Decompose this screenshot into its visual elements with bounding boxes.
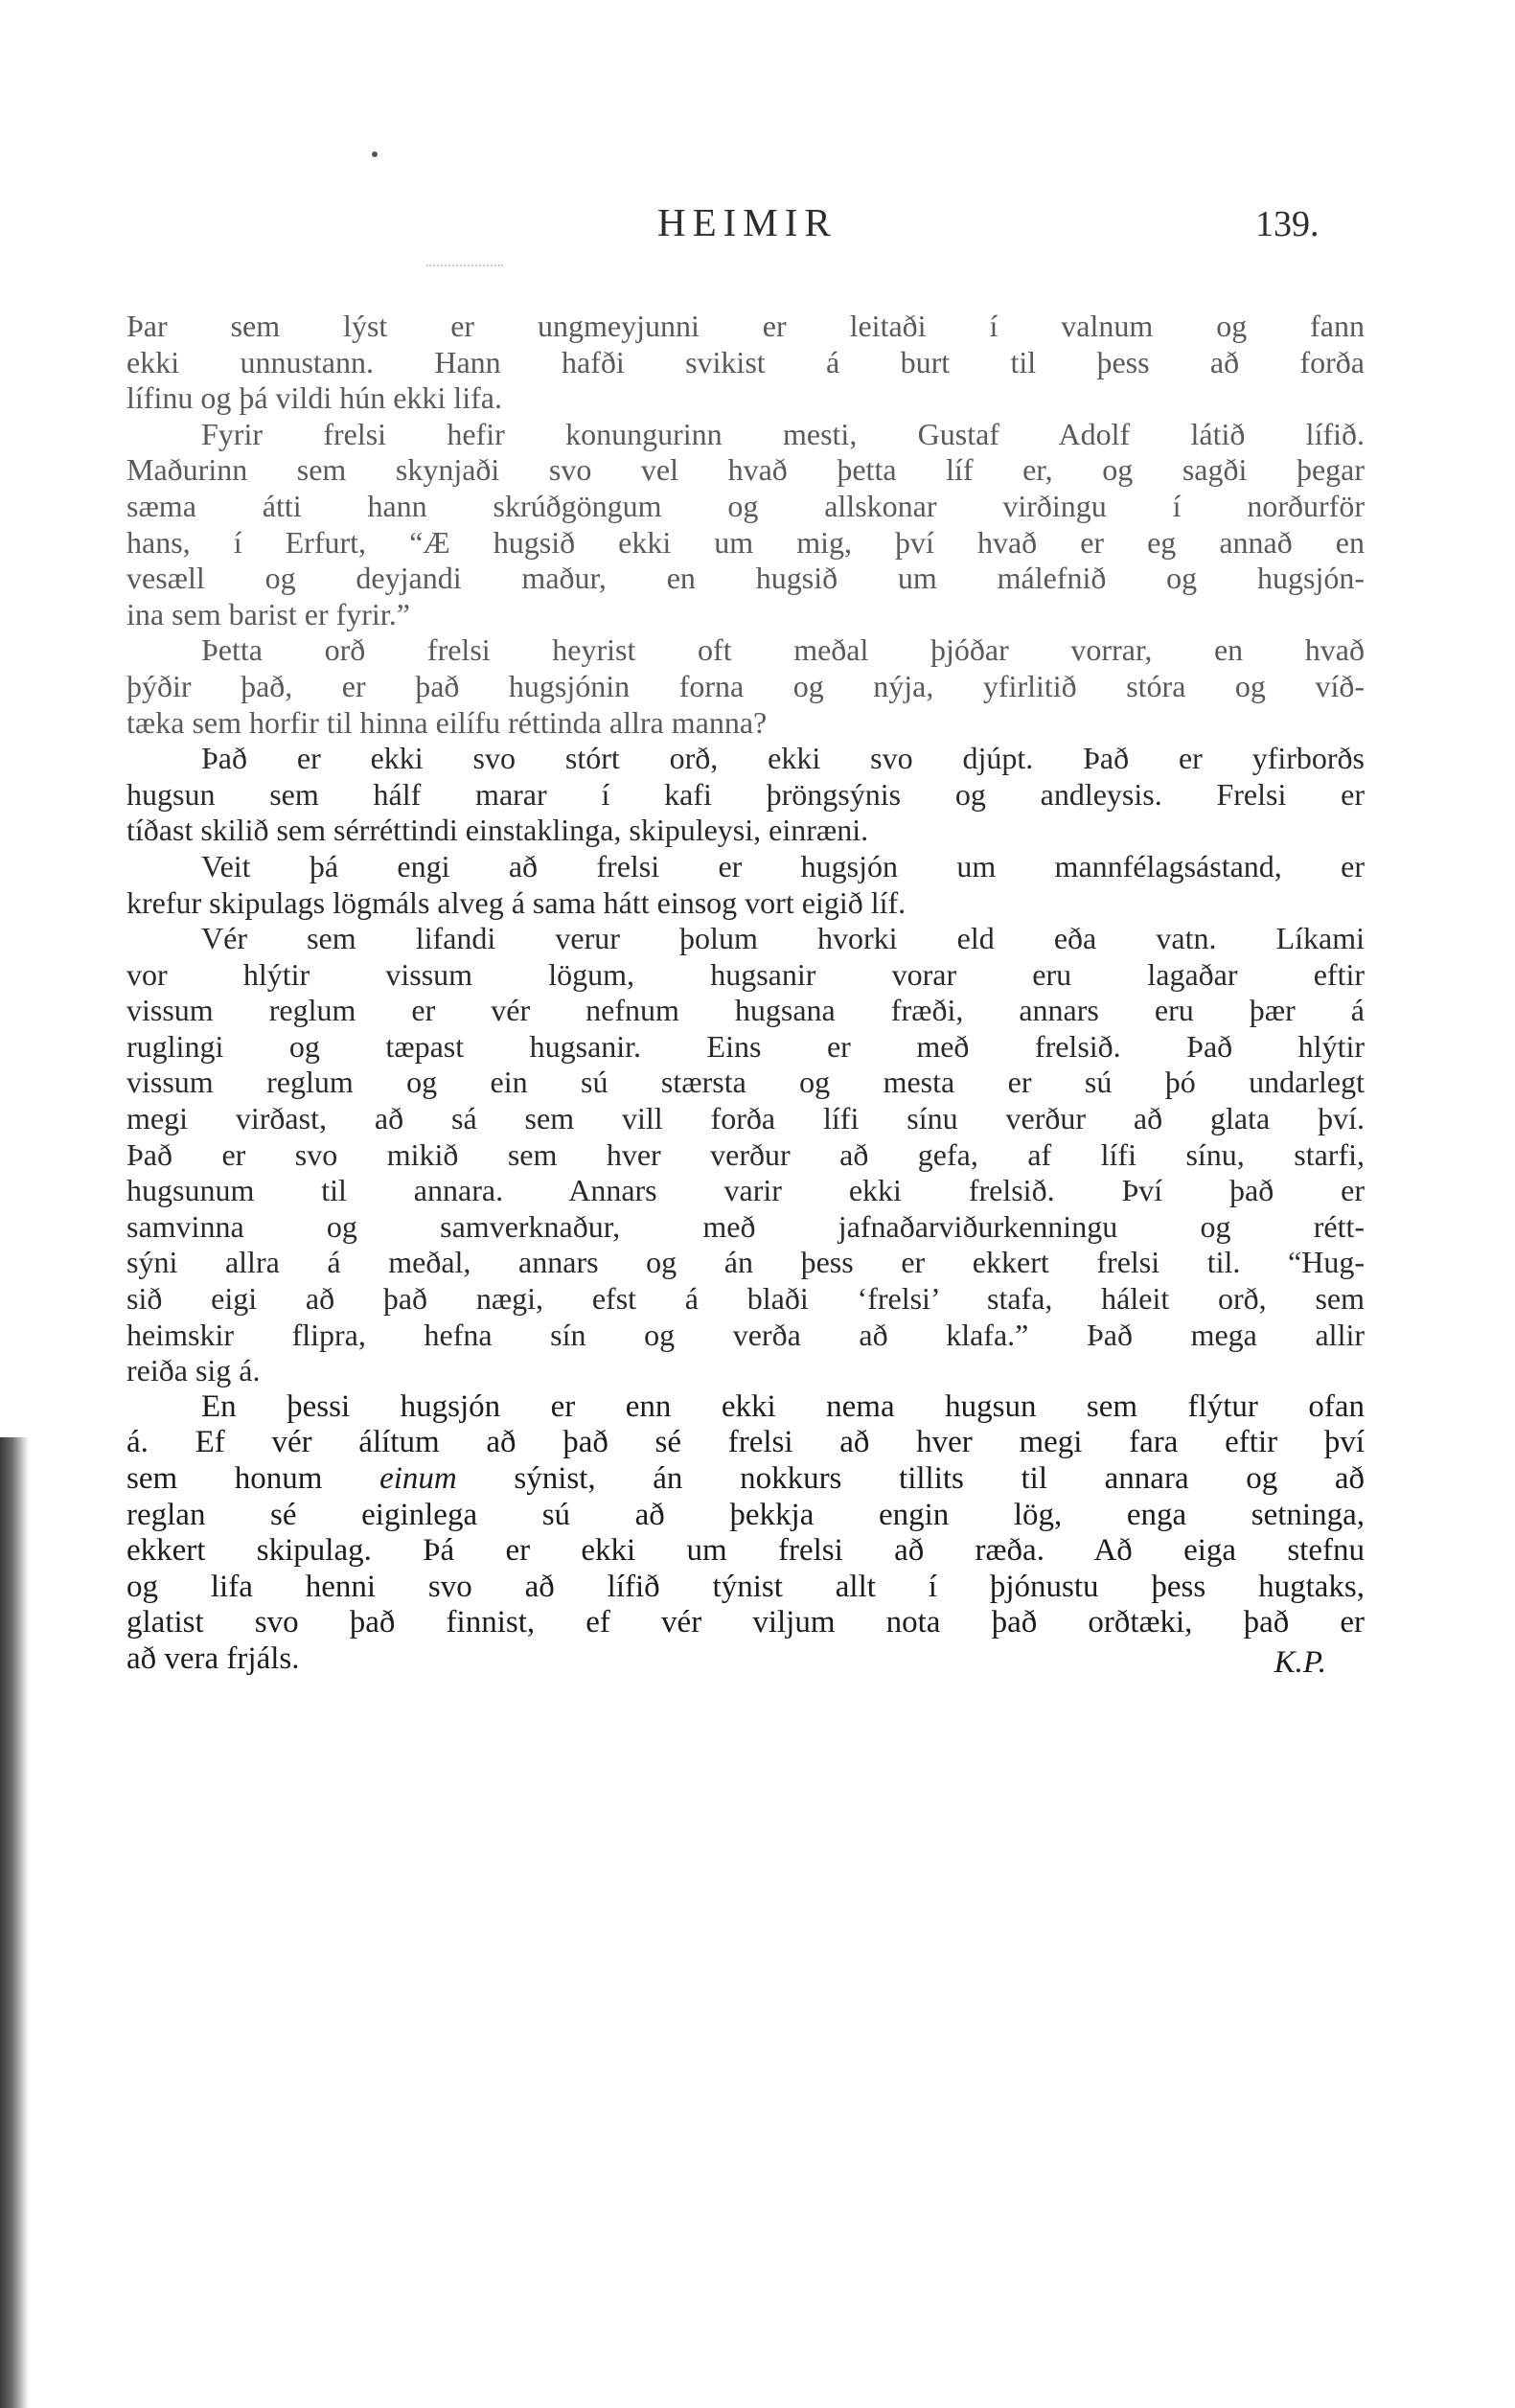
text-line: En þessi hugsjón er enn ekki nema hugsun sem flýtur ofan	[201, 1388, 1365, 1424]
text-line: glatist svo það finnist, ef vér viljum nota það orðtæki, það er	[126, 1605, 1365, 1640]
paragraph	[126, 417, 1365, 633]
print-speck	[372, 151, 378, 157]
author-signature: K.P.	[1274, 1644, 1326, 1680]
text-line: Það er svo mikið sem hver verður að gefa, af lífi sínu, starfi,	[126, 1136, 1365, 1172]
running-title: HEIMIR	[657, 200, 838, 244]
text-line: og lifa henni svo að lífið týnist allt í þjónustu þess hugtaks,	[126, 1569, 1365, 1604]
paragraph	[126, 309, 1365, 417]
text-line: vissum reglum og ein sú stærsta og mesta er sú þó undarlegt	[126, 1065, 1365, 1100]
text-line: reiða sig á.	[126, 1353, 261, 1388]
text-line	[126, 1461, 1365, 1498]
text-line: tíðast skilið sem sérréttindi einstaklinga, skipuleysi, einræni.	[126, 813, 869, 848]
text-line: þýðir það, er það hugsjónin forna og nýja, yfirlitið stóra og víð-	[126, 668, 1365, 703]
text-line: Maðurinn sem skynjaði svo vel hvað þetta líf er, og sagði þegar	[126, 452, 1365, 488]
text-line: Þar sem lýst er ungmeyjunni er leitaði í valnum og fann	[126, 309, 1365, 343]
text-line: á. Ef vér álítum að það sé frelsi að hver megi fara eftir því	[126, 1425, 1365, 1460]
text-line: ekki unnustann. Hann hafði svikist á burt til þess að forða	[126, 344, 1365, 379]
text-line: Fyrir frelsi hefir konungurinn mesti, Gustaf Adolf látið lífið.	[201, 416, 1365, 451]
paragraph-list	[126, 309, 1365, 1389]
text-line: vesæll og deyjandi maður, en hugsið um málefnið og hugsjón-	[126, 561, 1365, 596]
text-line: ina sem barist er fyrir.”	[126, 596, 410, 631]
text-line: Það er ekki svo stórt orð, ekki svo djúpt. Það er yfirborðs	[201, 741, 1365, 776]
text-line: Veit þá engi að frelsi er hugsjón um mannfélagsástand, er	[201, 848, 1365, 883]
header-rule	[426, 264, 503, 266]
text-line: sýni allra á meðal, annars og án þess er ekkert frelsi til. “Hug-	[126, 1245, 1365, 1280]
text-line: samvinna og samverknaður, með jafnaðarviðurkenningu og rétt-	[126, 1208, 1365, 1244]
page-number: 139.	[1255, 204, 1320, 244]
text-line-last	[126, 1641, 1365, 1678]
text-line: ekkert skipulag. Þá er ekki um frelsi að ræða. Að eiga stefnu	[126, 1533, 1365, 1569]
text-line: hugsun sem hálf marar í kafi þröngsýnis og andleysis. Frelsi er	[126, 776, 1365, 812]
text-line: hugsunum til annara. Annars varir ekki frelsið. Því það er	[126, 1173, 1365, 1208]
text-line: Þetta orð frelsi heyrist oft meðal þjóðar vorrar, en hvað	[201, 632, 1365, 668]
paragraph	[126, 741, 1365, 849]
text-span: að vera frjáls.	[126, 1640, 300, 1676]
text-line: sið eigi að það nægi, efst á blaði ‘frelsi’ stafa, háleit orð, sem	[126, 1281, 1365, 1317]
text-line: sæma átti hann skrúðgöngum og allskonar virðingu í norðurför	[126, 488, 1365, 523]
text-line: reglan sé eiginlega sú að þekkja engin lög, enga setninga,	[126, 1497, 1365, 1532]
text-line: krefur skipulags lögmáls alveg á sama hátt einsog vort eigið líf.	[126, 884, 907, 920]
text-line: tæka sem horfir til hinna eilífu réttinda allra manna?	[126, 704, 768, 740]
emphasis-text: einum	[379, 1461, 457, 1496]
text-line: vor hlýtir vissum lögum, hugsanir vorar eru lagaðar eftir	[126, 956, 1365, 992]
paragraph	[126, 849, 1365, 921]
paragraph	[126, 921, 1365, 1389]
text-span: sem honum	[126, 1461, 380, 1496]
text-line: Vér sem lifandi verur þolum hvorki eld eða vatn. Líkami	[201, 921, 1365, 956]
text-line: hans, í Erfurt, “Æ hugsið ekki um mig, því hvað er eg annað en	[126, 524, 1365, 560]
text-line: vissum reglum er vér nefnum hugsana fræði, annars eru þær á	[126, 993, 1365, 1028]
final-paragraph	[126, 1389, 1365, 1678]
text-span: sýnist, án nokkurs tillits til annara og að	[456, 1461, 1365, 1496]
text-line: ruglingi og tæpast hugsanir. Eins er með frelsið. Það hlýtir	[126, 1028, 1365, 1064]
text-line: heimskir flipra, hefna sín og verða að klafa.” Það mega allir	[126, 1317, 1365, 1352]
article-body	[126, 309, 1365, 1678]
page-spine-shadow	[0, 1437, 29, 2408]
paragraph	[126, 632, 1365, 741]
page-header	[0, 192, 1515, 259]
text-line: lífinu og þá vildi hún ekki lifa.	[126, 380, 502, 416]
text-line: megi virðast, að sá sem vill forða lífi sínu verður að glata því.	[126, 1101, 1365, 1136]
